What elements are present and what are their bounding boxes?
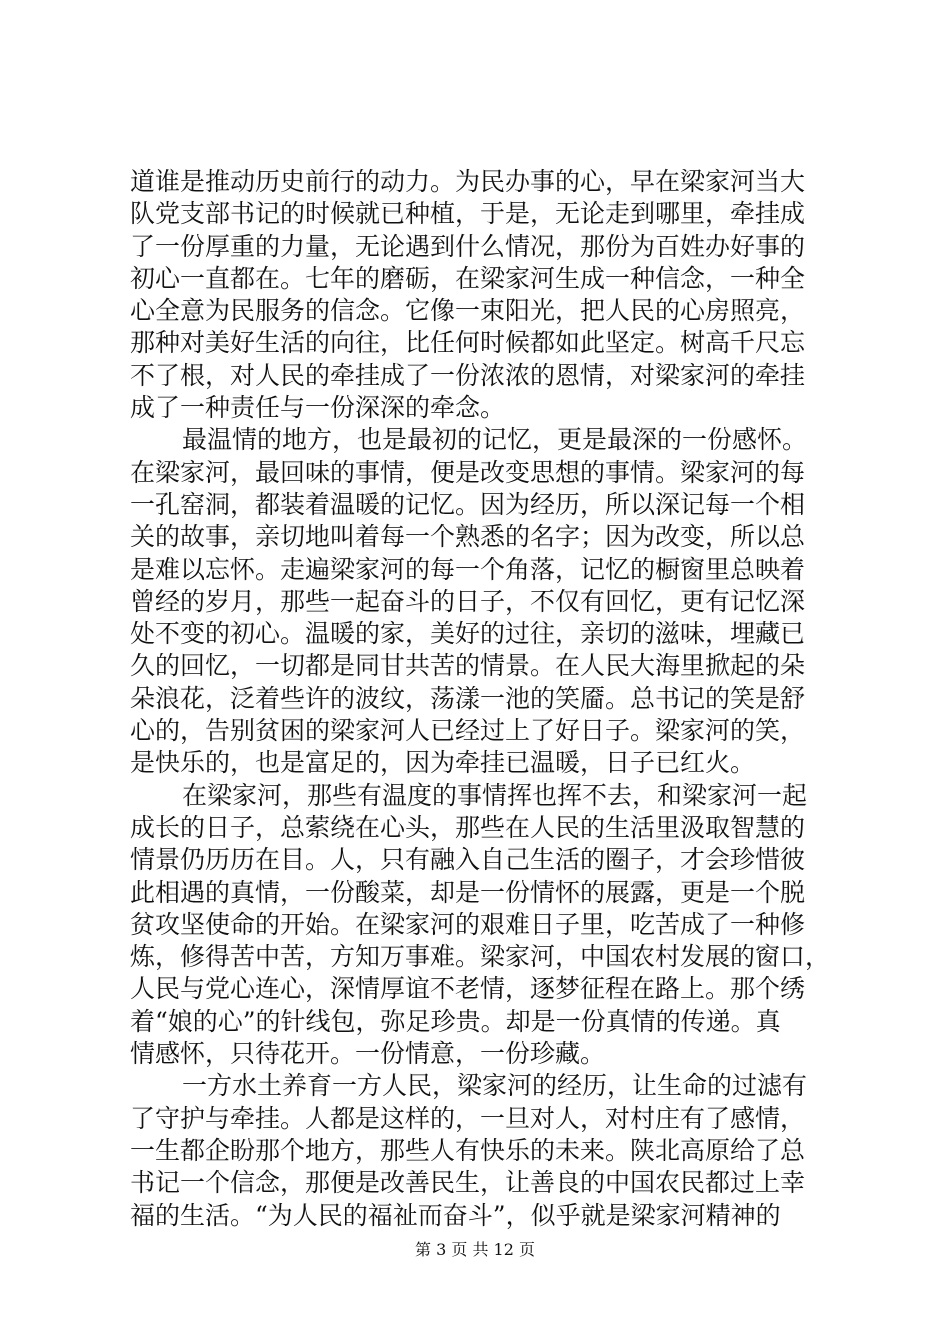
paragraph xyxy=(130,1070,850,1231)
text-line: 久的回忆，一切都是同甘共苦的情景。在人民大海里掀起的朵 xyxy=(130,651,806,681)
text-line: 最温情的地方，也是最初的记忆，更是最深的一份感怀。 xyxy=(182,425,808,455)
text-line: 一方水土养育一方人民，梁家河的经历，让生命的过滤有 xyxy=(182,1071,808,1101)
text-line: 一生都企盼那个地方，那些人有快乐的未来。陕北高原给了总 xyxy=(130,1135,806,1165)
text-line: 是难以忘怀。走遍梁家河的每一个角落，记忆的橱窗里总映着 xyxy=(130,554,806,584)
text-line: 是快乐的，也是富足的，因为牵挂已温暖，日子已红火。 xyxy=(130,748,756,778)
text-line: 在梁家河，那些有温度的事情挥也挥不去，和梁家河一起 xyxy=(182,780,808,810)
text-line: 成长的日子，总萦绕在心头，那些在人民的生活里汲取智慧的 xyxy=(130,812,806,842)
text-line: 了守护与牵挂。人都是这样的，一旦对人，对村庄有了感情， xyxy=(130,1103,806,1133)
text-line: 曾经的岁月，那些一起奋斗的日子，不仅有回忆，更有记忆深 xyxy=(130,586,806,616)
text-line: 关的故事，亲切地叫着每一个熟悉的名字；因为改变，所以总 xyxy=(130,522,806,552)
text-line: 着“娘的心”的针线包，弥足珍贵。却是一份真情的传递。真 xyxy=(130,1006,781,1036)
document-body xyxy=(130,166,850,1232)
page-footer: 第 3 页 共 12 页 xyxy=(415,1240,535,1259)
paragraph xyxy=(130,166,850,424)
text-line: 心的，告别贫困的梁家河人已经过上了好日子。梁家河的笑， xyxy=(130,716,806,746)
text-line: 朵浪花，泛着些许的波纹，荡漾一池的笑靥。总书记的笑是舒 xyxy=(130,683,806,713)
text-line: 处不变的初心。温暖的家，美好的过往，亲切的滋味，埋藏已 xyxy=(130,619,806,649)
text-line: 贫攻坚使命的开始。在梁家河的艰难日子里，吃苦成了一种修 xyxy=(130,909,806,939)
text-line: 队党支部书记的时候就已种植，于是，无论走到哪里，牵挂成 xyxy=(130,199,806,229)
text-line: 不了根，对人民的牵挂成了一份浓浓的恩情，对梁家河的牵挂 xyxy=(130,360,806,390)
text-line: 人民与党心连心，深情厚谊不老情，逐梦征程在路上。那个绣 xyxy=(130,974,806,1004)
text-line: 情景仍历历在目。人，只有融入自己生活的圈子，才会珍惜彼 xyxy=(130,845,806,875)
text-line: 炼，修得苦中苦，方知万事难。梁家河，中国农村发展的窗口， xyxy=(130,942,831,972)
text-line: 心全意为民服务的信念。它像一束阳光，把人民的心房照亮， xyxy=(130,296,806,326)
text-line: 一孔窑洞，都装着温暖的记忆。因为经历，所以深记每一个相 xyxy=(130,489,806,519)
text-line: 那种对美好生活的向往，比任何时候都如此坚定。树高千尺忘 xyxy=(130,328,806,358)
text-line: 了一份厚重的力量，无论遇到什么情况，那份为百姓办好事的 xyxy=(130,231,806,261)
text-line: 书记一个信念，那便是改善民生，让善良的中国农民都过上幸 xyxy=(130,1168,806,1198)
paragraph xyxy=(130,424,850,779)
text-line: 道谁是推动历史前行的动力。为民办事的心，早在梁家河当大 xyxy=(130,167,806,196)
text-line: 此相遇的真情，一份酸菜，却是一份情怀的展露，更是一个脱 xyxy=(130,877,806,907)
paragraph xyxy=(130,780,850,1071)
text-line: 在梁家河，最回味的事情，便是改变思想的事情。梁家河的每 xyxy=(130,457,806,487)
text-line: 成了一种责任与一份深深的牵念。 xyxy=(130,393,506,423)
text-line: 初心一直都在。七年的磨砺，在梁家河生成一种信念，一种全 xyxy=(130,263,806,293)
text-line: 情感怀，只待花开。一份情意，一份珍藏。 xyxy=(130,1039,606,1069)
text-line: 福的生活。“为人民的福祉而奋斗”，似乎就是梁家河精神的 xyxy=(130,1200,781,1230)
